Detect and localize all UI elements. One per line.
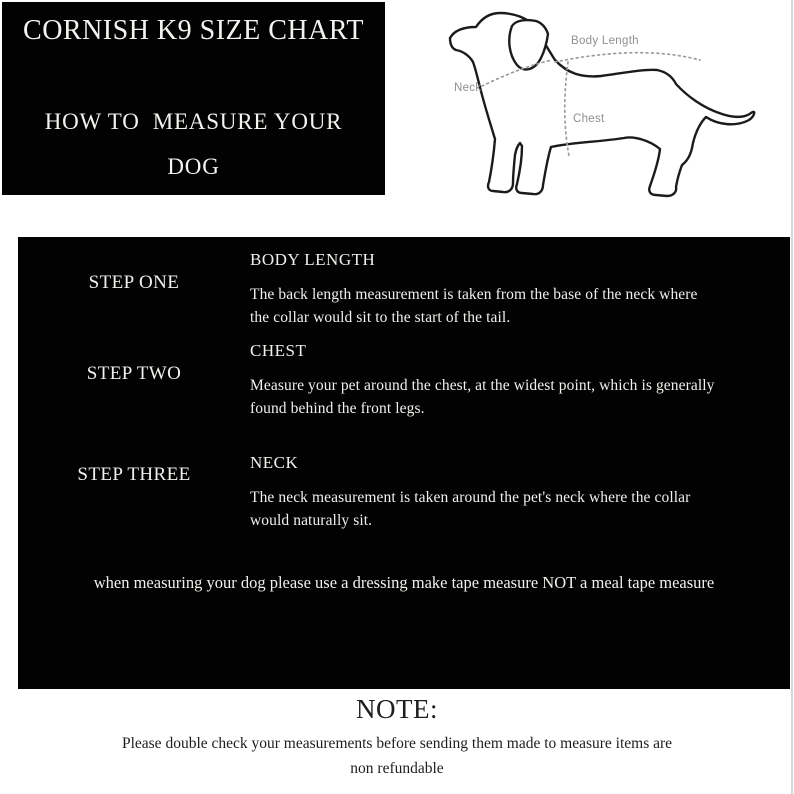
step-three-description: The neck measurement is taken around the pet's neck where the collar would naturally sit. bbox=[250, 489, 691, 530]
step-row-three bbox=[18, 453, 790, 533]
step-two-label: STEP TWO bbox=[86, 363, 182, 384]
note-line-1: Please double check your measurements before sending them made to measure items are bbox=[121, 735, 673, 752]
note-heading: NOTE: bbox=[356, 694, 438, 724]
note-section bbox=[0, 694, 794, 782]
subtitle-line-2: DOG bbox=[167, 153, 220, 179]
step-row-one bbox=[18, 250, 790, 330]
step-three-heading: NECK bbox=[250, 453, 299, 472]
step-one-description: The back length measurement is taken from the base of the neck where the collar would sit to the start of the tail. bbox=[250, 286, 698, 327]
neck-label: Neck bbox=[454, 82, 482, 94]
steps-panel bbox=[18, 237, 790, 689]
scan-edge-line bbox=[791, 0, 793, 794]
header-panel bbox=[2, 2, 385, 195]
body-length-measure-line bbox=[555, 53, 700, 62]
step-one-body bbox=[250, 250, 790, 330]
measuring-warning: when measuring your dog please use a dressing make tape measure NOT a meal tape measure bbox=[93, 573, 715, 592]
step-row-two bbox=[18, 341, 790, 421]
note-text bbox=[0, 732, 794, 782]
subtitle-line-1: HOW TO MEASURE YOUR bbox=[44, 109, 343, 134]
step-one-label: STEP ONE bbox=[88, 272, 180, 293]
chest-label: Chest bbox=[573, 113, 605, 125]
page-title: CORNISH K9 SIZE CHART bbox=[23, 15, 364, 46]
step-two-heading: CHEST bbox=[250, 341, 307, 360]
body-length-label: Body Length bbox=[571, 35, 639, 47]
dog-diagram bbox=[418, 0, 792, 205]
step-two-description: Measure your pet around the chest, at the widest point, which is generally found behind the front legs. bbox=[250, 377, 715, 418]
step-one-heading: BODY LENGTH bbox=[250, 250, 376, 269]
page-subtitle bbox=[2, 100, 385, 190]
note-line-2: non refundable bbox=[350, 759, 444, 777]
step-three-label: STEP THREE bbox=[77, 464, 191, 485]
step-three-body bbox=[250, 453, 790, 533]
step-two-body bbox=[250, 341, 790, 421]
dog-diagram-svg bbox=[418, 0, 792, 205]
